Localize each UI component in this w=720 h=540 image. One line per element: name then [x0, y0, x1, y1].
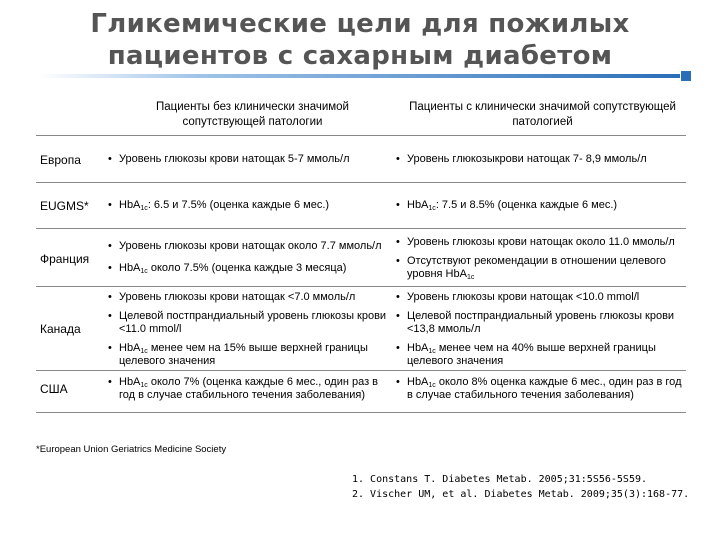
table-cell: • Целевой постпрандиальный уровень глюкозы крови <11.0 mmol/l	[108, 310, 387, 335]
table-cell: • Уровень глюкозы крови натощак <10.0 mmol/l	[396, 291, 640, 303]
table-cell: • HbA$_{1c}$ менее чем на 15% выше верхней границы целевого значения	[108, 342, 368, 367]
title-underline-bar	[40, 74, 680, 78]
table-cell: • HbA$_{1c}$: 7.5 и 8.5% (оценка каждые 6 мес.)	[396, 199, 618, 212]
row-label-usa: США	[40, 382, 68, 396]
bullet-icon: •	[396, 236, 400, 248]
table-cell: • Уровень глюкозы крови натощак <7.0 ммоль/л	[108, 291, 356, 303]
bullet-icon: •	[108, 376, 112, 388]
row-label-france: Франция	[40, 252, 90, 266]
footnote: *European Union Geriatrics Medicine Society	[36, 444, 227, 455]
table-cell: • HbA$_{1c}$ около 8% оценка каждые 6 мес., один раз в год в случае стабильного течения заболевания)	[396, 376, 682, 401]
table-cell: • Целевой постпрандиальный уровень глюкозы крови <13,8 ммоль/л	[396, 310, 675, 335]
bullet-icon: •	[108, 153, 112, 165]
bullet-icon: •	[108, 240, 112, 252]
table-divider	[36, 135, 686, 136]
table-cell: • Уровень глюкозы крови натощак около 11.0 ммоль/л	[396, 236, 675, 248]
bullet-icon: •	[396, 376, 400, 388]
bullet-icon: •	[396, 255, 400, 267]
title-line-1: Гликемические цели для пожилых	[90, 9, 630, 39]
bullet-icon: •	[396, 153, 400, 165]
row-label-europe: Европа	[40, 153, 81, 167]
table-divider	[36, 412, 686, 413]
row-label-eugms: EUGMS*	[40, 199, 89, 213]
table-divider	[36, 286, 686, 287]
title-accent-square	[681, 71, 691, 81]
reference-item: 2. Vischer UM, et al. Diabetes Metab. 2009;35(3):168-77.	[352, 489, 690, 500]
bullet-icon: •	[108, 342, 112, 354]
row-label-canada: Канада	[40, 322, 81, 336]
bullet-icon: •	[396, 310, 400, 322]
column-header-no-comorbidity: Пациенты без клинически значимой сопутствующей патологии	[156, 101, 349, 128]
references-list	[352, 472, 689, 502]
bullet-icon: •	[108, 291, 112, 303]
bullet-icon: •	[396, 291, 400, 303]
column-header-comorbidity: Пациенты с клинически значимой сопутствующей патологией	[409, 101, 676, 128]
bullet-icon: •	[396, 342, 400, 354]
table-cell: • Уровень глюкозы крови натощак 5-7 ммоль/л	[108, 153, 350, 165]
table-cell: • HbA$_{1c}$: 6.5 и 7.5% (оценка каждые 6 мес.)	[108, 199, 330, 212]
table-cell: • HbA$_{1c}$ менее чем на 40% выше верхней границы целевого значения	[396, 342, 656, 367]
reference-item: 1. Constans T. Diabetes Metab. 2005;31:5S56-5S59.	[352, 474, 648, 485]
table-divider	[36, 228, 686, 229]
bullet-icon: •	[108, 199, 112, 211]
table-divider	[36, 370, 686, 371]
table-cell: • Уровень глюкозы крови натощак около 7.7 ммоль/л	[108, 240, 382, 252]
table-cell: • HbA$_{1c}$ около 7% (оценка каждые 6 мес., один раз в год в случае стабильного течения заболевания)	[108, 376, 379, 401]
table-cell: • Отсутствуют рекомендации в отношении целевого уровня HbA$_{1c}$	[396, 255, 666, 281]
title-line-2: пациентов с сахарным диабетом	[107, 41, 613, 71]
bullet-icon: •	[396, 199, 400, 211]
table-cell: • HbA$_{1c}$ около 7.5% (оценка каждые 3 месяца)	[108, 262, 347, 275]
bullet-icon: •	[108, 262, 112, 274]
table-divider	[36, 182, 686, 183]
bullet-icon: •	[108, 310, 112, 322]
page-title	[40, 8, 680, 72]
table-cell: • Уровень глюкозыкрови натощак 7- 8,9 ммоль/л	[396, 153, 647, 165]
